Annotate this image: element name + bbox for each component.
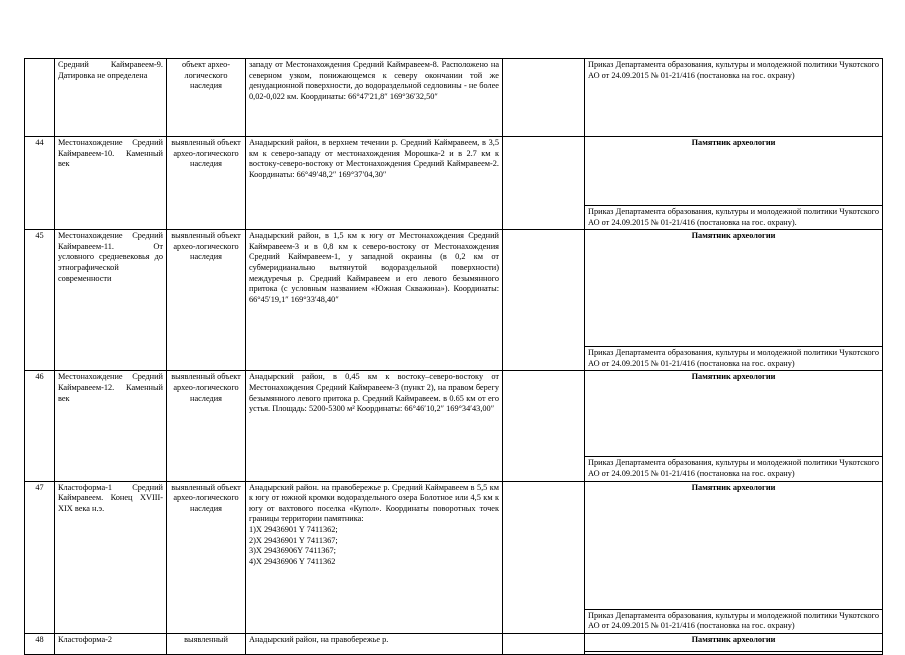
row-number-cell	[25, 59, 55, 137]
document-cell: Приказ Департамента образования, культуры и молодежной политики Чукотского АО от 24.09.2015 № 01-21/416 (постановка на гос. охрану)	[585, 457, 883, 481]
object-name-cell: Средний Каймравеем-9. Датировка не определена	[55, 59, 167, 137]
empty-cell	[503, 633, 585, 654]
location-description-cell: Анадырский район, в верхнем течении р. Средний Каймравеем, в 3,5 км к северо-западу от местонахождения Морошка-2 и в 2.7 км к востоку-северо-востоку от Местонахождения Средний Каймравеем-2. Координаты: 66°49′48,2″ 169°37′04,30″	[246, 137, 503, 230]
table-row	[25, 481, 883, 609]
table-row	[25, 59, 883, 137]
object-name-cell: Местонахождение Средний Каймравеем-11. От условного средневековья до этнографической современности	[55, 230, 167, 371]
object-name-cell: Кластоформа-1 Средний Каймравеем. Конец XVIII-XIX века н.э.	[55, 481, 167, 633]
category-cell: Памятник археологии	[585, 481, 883, 609]
row-number-cell: 47	[25, 481, 55, 633]
object-type-cell: выявленный объект архео-логического наследия	[167, 371, 246, 481]
document-cell: Приказ Департамента образования, культуры и молодежной политики Чукотского АО от 24.09.2015 № 01-21/416 (постановка на гос. охрану)	[585, 347, 883, 371]
row-number-cell: 44	[25, 137, 55, 230]
object-type-cell: выявленный объект архео-логического наследия	[167, 230, 246, 371]
object-type-cell: выявленный объект архео-логического наследия	[167, 481, 246, 633]
row-number-cell: 46	[25, 371, 55, 481]
category-cell: Памятник археологии	[585, 371, 883, 457]
row-number-cell: 45	[25, 230, 55, 371]
category-cell: Памятник археологии	[585, 633, 883, 651]
category-cell: Памятник археологии	[585, 230, 883, 347]
document-cell: Приказ Департамента образования, культуры и молодежной политики Чукотского АО от 24.09.2015 № 01-21/416 (постановка на гос. охрану).	[585, 206, 883, 230]
table-row	[25, 371, 883, 457]
empty-cell	[503, 59, 585, 137]
object-name-cell: Кластоформа-2	[55, 633, 167, 654]
document-cell: Приказ Департамента образования, культуры и молодежной политики Чукотского АО от 24.09.2015 № 01-21/416 (постановка на гос. охрану)	[585, 59, 883, 137]
location-description-cell: Анадырский район, на правобережье р.	[246, 633, 503, 654]
object-type-cell: объект архео-логического наследия	[167, 59, 246, 137]
object-type-cell: выявленный объект архео-логического наследия	[167, 137, 246, 230]
object-type-cell: выявленный	[167, 633, 246, 654]
document-cell	[585, 651, 883, 654]
object-name-cell: Местонахождение Средний Каймравеем-12. Каменный век	[55, 371, 167, 481]
location-description-cell: западу от Местонахождения Средний Каймравеем-8. Расположено на северном узком, понижающемся к северу окончании той же денудационной поверхности, до водораздельной седловины - не более 0,02-0,022 км. Координаты: 66°47′21,8″ 169°36′32,50″	[246, 59, 503, 137]
location-description-cell: Анадырский район. на правобережье р. Средний Каймравеем в 5,5 км к югу от южной кромки водораздельного озера Болотное или 4,5 км к югу от вахтового поселка «Купол». Координаты поворотных точек границы территории памятника: 1)X 29436901 Y 7411362; 2)X 29436901 Y 7411367; 3)X 29436906Y 7411367; 4)X 29436906 Y 7411362	[246, 481, 503, 633]
object-name-cell: Местонахождение Средний Каймравеем-10. Каменный век	[55, 137, 167, 230]
location-description-cell: Анадырский район, в 1,5 км к югу от Местонахождения Средний Каймравеем-3 и в 0,8 км к северо-востоку от Местонахождения Средний Каймравеем-1, у западной окраины (в 0,2 км от субмеридианально вытянутой водораздельной поверхности) междуречья р. Средний Каймравеем и его левого безымянного притока (с условным названием «Южная Скважина»). Координаты: 66°45′19,1″ 169°33′48,40″	[246, 230, 503, 371]
table-row	[25, 633, 883, 651]
empty-cell	[503, 137, 585, 230]
row-number-cell: 48	[25, 633, 55, 654]
empty-cell	[503, 371, 585, 481]
location-description-cell: Анадырский район, в 0,45 км к востоку–северо-востоку от Местонахождения Средний Каймравеем-3 (пункт 2), на правом берегу безымянного левого притока р. Средний Каймравеем. в 0.65 км от его устья. Площадь: 5200-5300 м² Координаты: 66°46′10,2″ 169°34′43,00″	[246, 371, 503, 481]
document-cell: Приказ Департамента образования, культуры и молодежной политики Чукотского АО от 24.09.2015 № 01-21/416 (постановка на гос. охрану)	[585, 609, 883, 633]
empty-cell	[503, 230, 585, 371]
category-cell: Памятник археологии	[585, 137, 883, 206]
table-row	[25, 230, 883, 347]
monuments-table	[24, 58, 883, 655]
empty-cell	[503, 481, 585, 633]
table-row	[25, 137, 883, 206]
